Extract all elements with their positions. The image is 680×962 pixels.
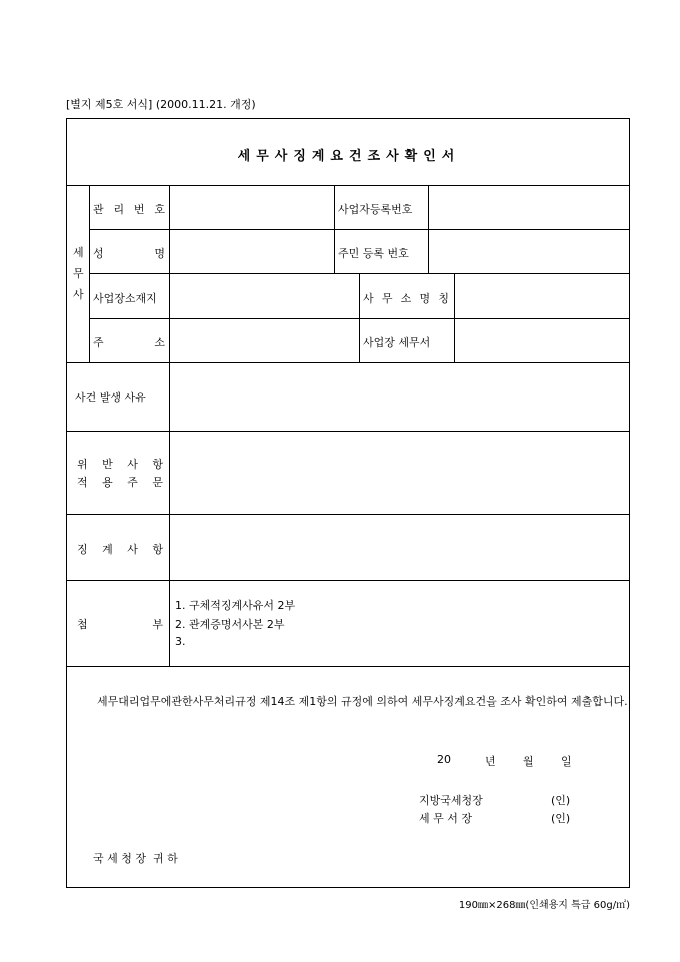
label-management-no: 관 리 번 호 [93, 203, 165, 216]
side-label-1: 세 [73, 246, 84, 259]
addressee: 국 세 청 장 귀 하 [93, 852, 178, 865]
attachment-item: 3. [175, 635, 186, 648]
statement-text: 세무대리업무에관한사무처리규정 제14조 제1항의 규정에 의하여 세무사징계요건을 조사 확인하여 제출합니다. [97, 695, 628, 708]
side-label-3: 사 [73, 288, 84, 301]
label-resident-no: 주민 등록 번호 [338, 247, 409, 260]
date-year: 20 [437, 753, 451, 766]
attachment-item: 2. 관계증명서사본 2부 [175, 618, 285, 631]
form-number-label: [별지 제5호 서식] (2000.11.21. 개정) [66, 98, 256, 111]
seal-mark: (인) [551, 812, 571, 825]
label-attachment: 첨 부 [77, 618, 163, 631]
label-address: 주 소 [93, 336, 165, 349]
date-year-label: 년 [485, 755, 496, 768]
date-day-label: 일 [561, 755, 572, 768]
date-month-label: 월 [523, 755, 534, 768]
label-business-reg-no: 사업자등록번호 [338, 203, 413, 216]
signer-title: 지방국세청장 [419, 794, 483, 807]
label-name: 성 명 [93, 247, 165, 260]
label-incident-reason: 사건 발생 사유 [75, 391, 146, 404]
form-title: 세무사징계요건조사확인서 [237, 149, 461, 164]
side-label-2: 무 [73, 267, 84, 280]
form-table [66, 118, 630, 888]
signer-title: 세 무 서 장 [419, 812, 472, 825]
label-office-location: 사업장소재지 [93, 292, 157, 305]
label-applied-order: 적 용 주 문 [77, 476, 163, 489]
label-violation: 위 반 사 항 [77, 458, 163, 471]
label-tax-office: 사업장 세무서 [363, 336, 431, 349]
attachment-item: 1. 구체적징계사유서 2부 [175, 599, 296, 612]
paper-spec-note: 190㎜×268㎜(인쇄용지 특급 60g/㎡) [458, 900, 630, 911]
label-office-name: 사 무 소 명 칭 [363, 292, 449, 305]
seal-mark: (인) [551, 794, 571, 807]
label-disciplinary: 징 계 사 항 [77, 543, 163, 556]
